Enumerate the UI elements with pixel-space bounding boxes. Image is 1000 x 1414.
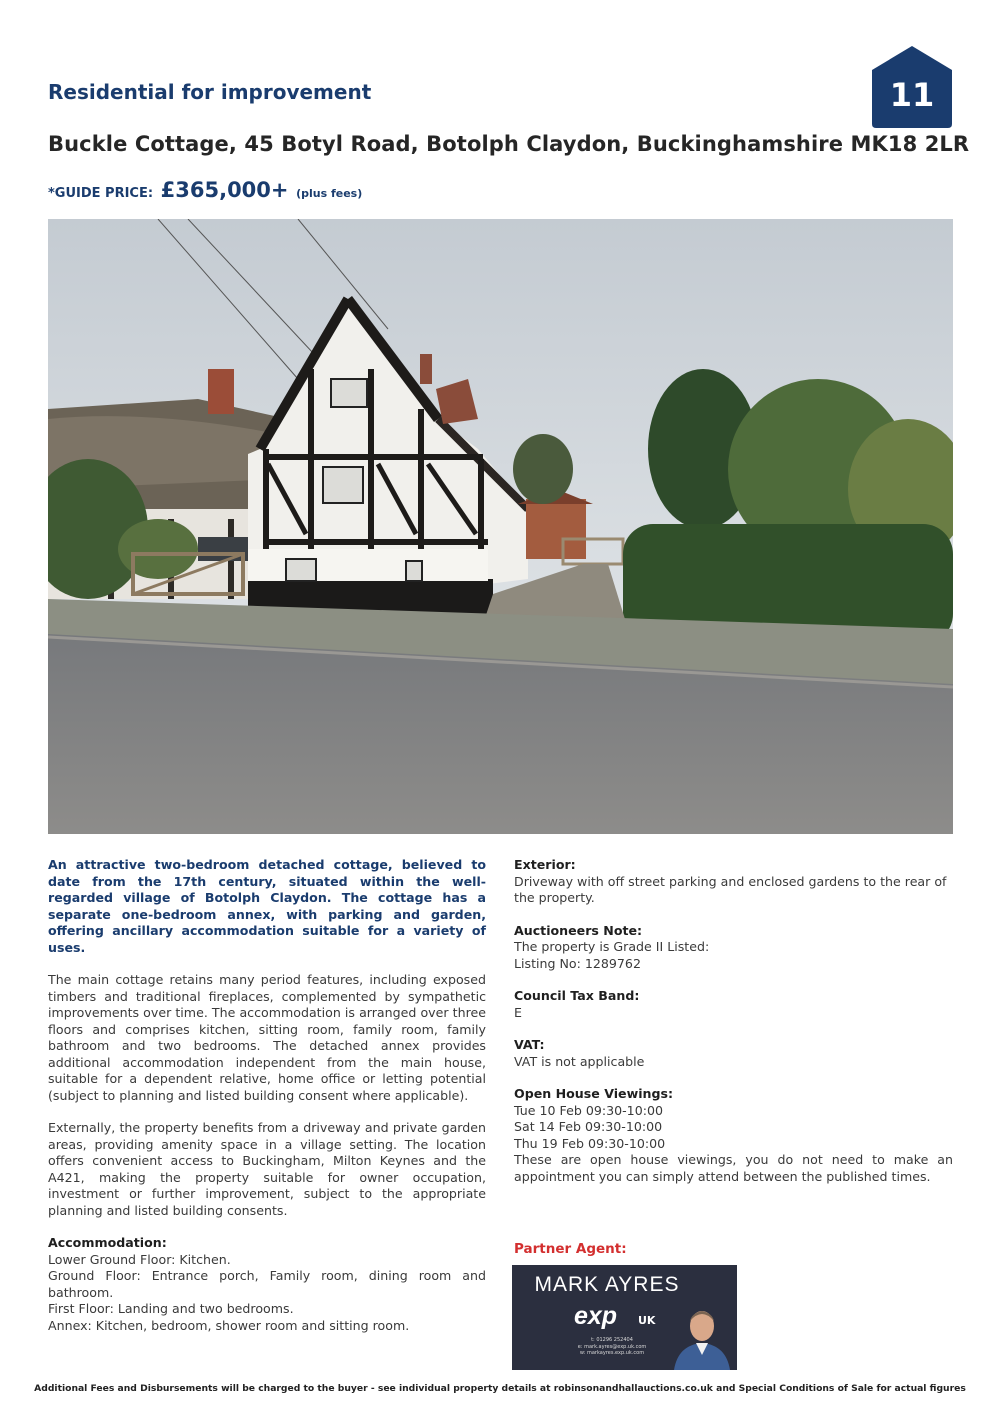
agent-portrait-icon — [672, 1301, 732, 1370]
viewings-section — [514, 1086, 953, 1185]
partner-agent-label: Partner Agent: — [514, 1241, 627, 1257]
property-address: Buckle Cottage, 45 Botyl Road, Botolph Claydon, Buckinghamshire MK18 2LR — [48, 132, 970, 156]
intro-summary: An attractive two-bedroom detached cottage, believed to date from the 17th century, situated within the well-regarded village of Botolph Claydon. The cottage has a separate one-bedroom annex, with parking and garden, offering ancillary accommodation suitable for a variety of uses. — [48, 857, 486, 955]
exterior-text: Driveway with off street parking and enclosed gardens to the rear of the property. — [514, 873, 947, 905]
auctioneers-note-section — [514, 923, 953, 973]
guide-price-label: *GUIDE PRICE: — [48, 186, 154, 201]
property-photo — [48, 219, 953, 834]
listing-number: Listing No: 1289762 — [514, 955, 641, 971]
exterior-heading: Exterior: — [514, 857, 576, 872]
listing-category: Residential for improvement — [48, 80, 372, 104]
agent-website: w: markayres.exp.uk.com — [579, 1350, 645, 1356]
accommodation-line: First Floor: Landing and two bedrooms. — [48, 1301, 294, 1316]
vat-value: VAT is not applicable — [514, 1053, 645, 1069]
council-tax-heading: Council Tax Band: — [514, 988, 640, 1003]
exterior-section — [514, 857, 953, 907]
partner-agent-card — [512, 1265, 737, 1370]
agent-name: MARK AYRES — [534, 1273, 680, 1296]
footer-disclaimer: Additional Fees and Disbursements will be charged to the buyer - see individual property details at robinsonandhallauctions.co.uk and Special Conditions of Sale for actual figures — [34, 1383, 966, 1394]
guide-price — [48, 178, 362, 202]
accommodation-line: Ground Floor: Entrance porch, Family room, dining room and bathroom. — [48, 1268, 486, 1300]
viewings-heading: Open House Viewings: — [514, 1086, 674, 1101]
agent-contact — [552, 1337, 672, 1357]
council-tax-section — [514, 988, 953, 1021]
viewing-slot: Thu 19 Feb 09:30-10:00 — [514, 1135, 666, 1151]
viewing-slot: Sat 14 Feb 09:30-10:00 — [514, 1119, 663, 1134]
lot-badge — [872, 46, 952, 128]
auctioneers-note-line: The property is Grade II Listed: — [514, 939, 710, 954]
agent-region: UK — [638, 1314, 656, 1327]
description-paragraph-2: Externally, the property benefits from a driveway and private garden areas, providing amenity space in a village setting. The location offers convenient access to Buckingham, Milton Keynes and the A421, making the property suitable for owner occupation, investment or further improvement, subject to the appropriate planning and listed building consents. — [48, 1120, 486, 1218]
lot-number: 11 — [889, 76, 935, 114]
accommodation-line: Annex: Kitchen, bedroom, shower room and sitting room. — [48, 1317, 410, 1333]
guide-price-fees: (plus fees) — [296, 187, 363, 200]
auctioneers-note-heading: Auctioneers Note: — [514, 922, 643, 938]
accommodation-heading: Accommodation: — [48, 1235, 167, 1250]
council-tax-band: E — [514, 1004, 522, 1020]
vat-section — [514, 1037, 953, 1070]
agent-phone: t: 01296 252404 — [591, 1337, 633, 1343]
agent-email: e: mark.ayres@exp.uk.com — [577, 1343, 647, 1350]
viewing-slot: Tue 10 Feb 09:30-10:00 — [514, 1102, 663, 1118]
viewings-note: These are open house viewings, you do not need to make an appointment you can simply attend between the published times. — [514, 1152, 953, 1184]
description-paragraph-1: The main cottage retains many period features, including exposed timbers and traditional fireplaces, complemented by sympathetic improvements over time. The accommodation is arranged over three floors and comprises kitchen, sitting room, family room, family bathroom and two bedrooms. The detached annex provides additional accommodation independent from the main house, suitable for a dependent relative, home office or letting potential (subject to planning and listed building consent where applicable). — [48, 972, 486, 1103]
details-column — [514, 857, 953, 1201]
guide-price-value: £365,000+ — [160, 178, 289, 202]
description-column — [48, 857, 486, 1350]
accommodation-section — [48, 1235, 486, 1334]
vat-heading: VAT: — [514, 1037, 545, 1052]
exp-logo: exp — [574, 1302, 618, 1330]
accommodation-line: Lower Ground Floor: Kitchen. — [48, 1251, 231, 1267]
